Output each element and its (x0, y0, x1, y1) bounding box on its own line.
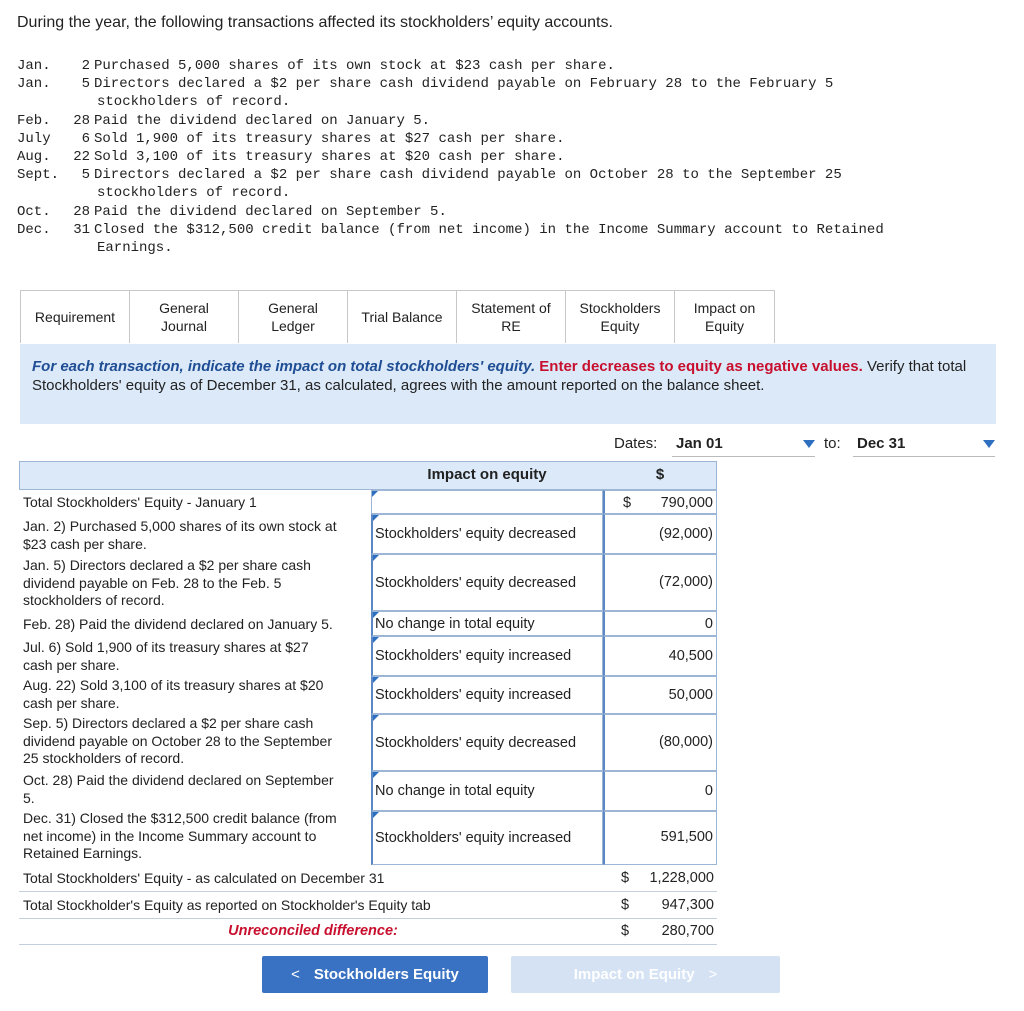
impact-column-header: Impact on equity (427, 466, 547, 483)
amount-input[interactable]: 0 (603, 611, 717, 636)
amount-input[interactable]: (72,000) (603, 554, 717, 611)
table-row: Dec. 31) Closed the $312,500 credit balance (from net income) in the Income Summary account to Retained Earnings. (23, 810, 337, 861)
prev-tab-label: Stockholders Equity (313, 966, 459, 983)
tab-impact-on-equity[interactable]: Impact on Equity (674, 290, 775, 343)
impact-select[interactable]: Stockholders' equity increased (371, 676, 603, 714)
total-reported-label: Total Stockholder's Equity as reported on Stockholder's Equity tab (23, 897, 431, 913)
transaction-item: July 6 Sold 1,900 of its treasury shares at $27 cash per share. (17, 130, 565, 147)
table-row: Jan. 5) Directors declared a $2 per share cash dividend payable on Feb. 28 to the Feb. 5 stockholders of record. (23, 557, 311, 608)
instructions-rest: Verify that total Stockholders' equity as of December 31, as calculated, agrees with the amount reported on the balance sheet. (32, 358, 967, 394)
date-from-select[interactable] (672, 431, 815, 457)
table-row: Jan. 2) Purchased 5,000 shares of its own stock at $23 cash per share. (23, 518, 337, 552)
amount-input[interactable]: (80,000) (603, 714, 717, 771)
transaction-item: Oct. 28 Paid the dividend declared on September 5. (17, 203, 447, 220)
next-tab-button[interactable] (511, 956, 780, 993)
amount-input[interactable]: 50,000 (603, 676, 717, 714)
unreconciled-amount: $ 280,700 (603, 919, 717, 945)
table-row: Jul. 6) Sold 1,900 of its treasury shares at $27 cash per share. (23, 639, 309, 673)
opening-balance-label: Total Stockholders' Equity - January 1 (23, 494, 257, 510)
tab-general-journal[interactable]: General Journal (129, 290, 239, 343)
dates-label: Dates: (614, 435, 658, 452)
transaction-list (17, 57, 884, 257)
transaction-item: Aug. 22 Sold 3,100 of its treasury shares at $20 cash per share. (17, 149, 565, 166)
amount-input[interactable]: 0 (603, 771, 717, 811)
prev-tab-button[interactable] (262, 956, 488, 993)
amount-input[interactable]: 40,500 (603, 636, 717, 676)
chevron-down-icon (983, 440, 995, 448)
impact-select[interactable]: No change in total equity (371, 611, 603, 636)
opening-amount: $ 790,000 (603, 490, 717, 514)
tab-trial-balance[interactable]: Trial Balance (347, 290, 457, 343)
amount-input[interactable]: 591,500 (603, 811, 717, 865)
date-to-select[interactable] (853, 431, 995, 457)
table-row: Oct. 28) Paid the dividend declared on September 5. (23, 772, 334, 806)
transaction-continuation: stockholders of record. (97, 185, 291, 202)
amount-input[interactable]: (92,000) (603, 514, 717, 554)
total-reported-amount: $ 947,300 (603, 892, 717, 918)
instructions-negative: Enter decreases to equity as negative values. (539, 358, 863, 375)
impact-select[interactable]: No change in total equity (371, 771, 603, 811)
table-row: Feb. 28) Paid the dividend declared on January 5. (23, 616, 333, 632)
transaction-item: Jan. 5 Directors declared a $2 per share cash dividend payable on February 28 to the February 5 (17, 76, 834, 93)
problem-intro: During the year, the following transactions affected its stockholders’ equity accounts. (17, 14, 613, 31)
transaction-item: Sept. 5 Directors declared a $2 per share cash dividend payable on October 28 to the September 25 (17, 167, 842, 184)
date-to-label: to: (824, 435, 841, 452)
instructions-lead: For each transaction, indicate the impact on total stockholders' equity. (32, 358, 536, 375)
transaction-item: Dec. 31 Closed the $312,500 credit balance (from net income) in the Income Summary account to Retained (17, 221, 884, 238)
divider (19, 944, 717, 945)
instructions-panel (20, 344, 996, 424)
transaction-continuation: Earnings. (97, 240, 173, 257)
table-row: Aug. 22) Sold 3,100 of its treasury shares at $20 cash per share. (23, 677, 324, 711)
impact-select[interactable]: Stockholders' equity increased (371, 636, 603, 676)
requirement-tabs (20, 290, 774, 343)
opening-impact-cell (371, 490, 603, 514)
chevron-right-icon: > (708, 966, 718, 983)
unreconciled-label: Unreconciled difference: (228, 923, 398, 939)
impact-select[interactable]: Stockholders' equity decreased (371, 554, 603, 611)
currency-column-header: $ (655, 466, 665, 483)
impact-select[interactable]: Stockholders' equity decreased (371, 514, 603, 554)
transaction-item: Feb. 28 Paid the dividend declared on January 5. (17, 112, 431, 129)
tab-stockholders-equity[interactable]: Stockholders Equity (565, 290, 675, 343)
tab-statement-of-re[interactable]: Statement of RE (456, 290, 566, 343)
total-calculated-amount: $ 1,228,000 (603, 865, 717, 891)
transaction-item: Jan. 2 Purchased 5,000 shares of its own stock at $23 cash per share. (17, 58, 615, 74)
tab-general-ledger[interactable]: General Ledger (238, 290, 348, 343)
chevron-down-icon (803, 440, 815, 448)
date-from-value: Jan 01 (676, 435, 723, 452)
impact-select[interactable]: Stockholders' equity decreased (371, 714, 603, 771)
impact-table (19, 461, 717, 945)
chevron-left-icon: < (291, 966, 300, 983)
impact-select[interactable]: Stockholders' equity increased (371, 811, 603, 865)
next-tab-label: Impact on Equity (573, 966, 695, 983)
date-to-value: Dec 31 (857, 435, 906, 452)
table-row: Sep. 5) Directors declared a $2 per share cash dividend payable on October 28 to the September 25 stockholders of record. (23, 715, 332, 766)
tab-requirement[interactable]: Requirement (20, 290, 130, 343)
transaction-continuation: stockholders of record. (97, 94, 291, 111)
total-calculated-label: Total Stockholders' Equity - as calculated on December 31 (23, 870, 385, 886)
